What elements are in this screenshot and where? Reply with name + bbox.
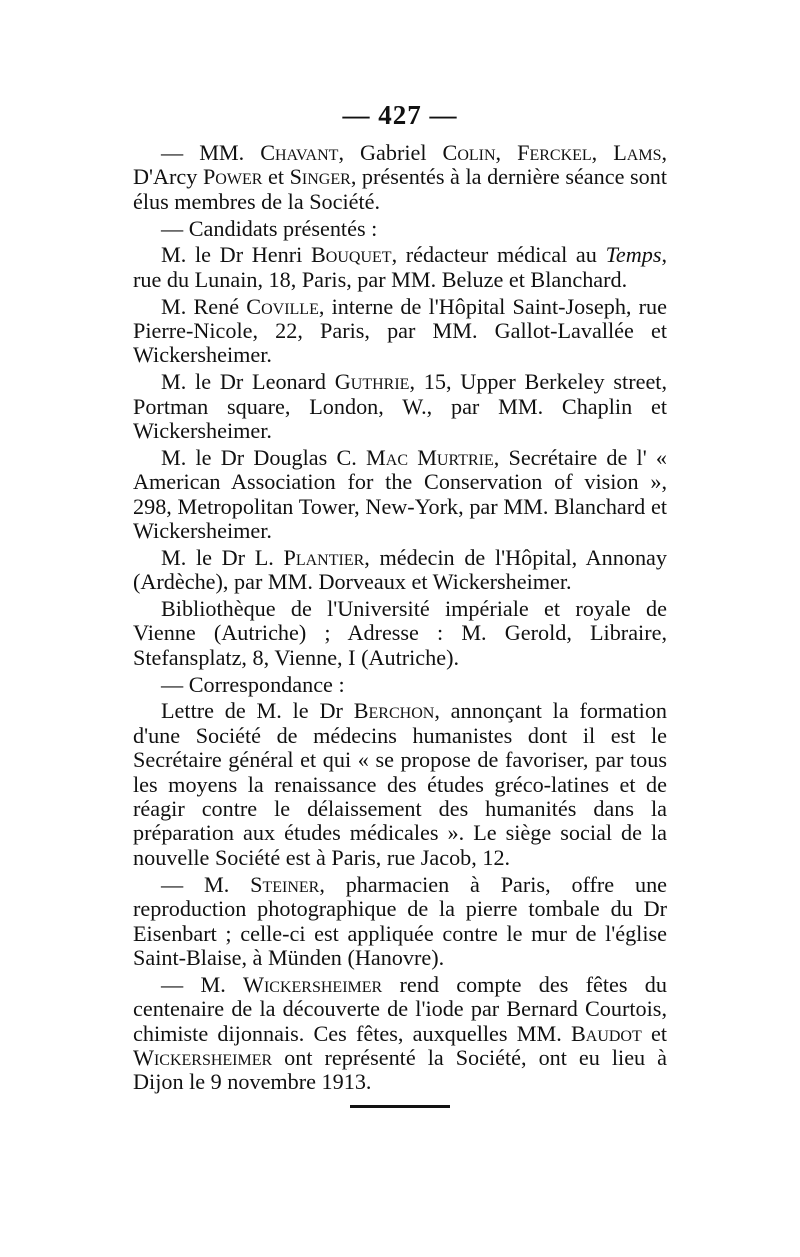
text-segment: M. le Dr Leonard — [161, 369, 335, 395]
proper-name: Wickersheimer — [133, 1044, 273, 1070]
text-segment: et — [262, 164, 290, 190]
paragraph — [133, 370, 667, 443]
paragraph — [133, 295, 667, 368]
text-segment: , — [495, 140, 518, 165]
text-segment: M. le Dr L. — [161, 544, 284, 570]
paragraph — [133, 973, 667, 1095]
paragraph — [133, 141, 667, 214]
text-segment: , rue du Lunain, 18, Paris, par MM. Beluze et Blanchard. — [133, 242, 668, 292]
paragraph — [133, 597, 667, 670]
text-segment: , 15, Upper Berkeley street, Portman square, London, W., par MM. Chaplin et Wickersheimer. — [133, 369, 667, 444]
text-segment: et — [641, 1020, 667, 1046]
proper-name: Lams — [613, 140, 662, 165]
text-segment: — MM. — [161, 140, 261, 165]
text-segment: , interne de l'Hôpital Saint-Joseph, rue Pierre-Nicole, 22, Paris, par MM. Gallot-Lavallée et Wickersheimer. — [133, 293, 667, 368]
paragraph — [133, 699, 667, 870]
text-segment: , pharmacien à Paris, offre une reproduction photographique de la pierre tombale du Dr Eisenbart ; celle-ci est appliquée contre le mur de l'église Saint-Blaise, à Münden (Hanovre). — [133, 871, 668, 970]
text-segment: M. le Dr Henri — [161, 242, 311, 268]
paragraph — [133, 673, 667, 697]
end-rule — [350, 1105, 450, 1108]
text-segment: M. le Dr Douglas C. — [161, 444, 367, 470]
text-segment: — Candidats présentés : — [161, 215, 378, 241]
text-segment: rend compte des fêtes du centenaire de la découverte de l'iode par Bernard Courtois, chimiste dijonnais. Ces fêtes, auxquelles MM. — [133, 971, 667, 1046]
proper-name: Guthrie — [334, 369, 410, 395]
proper-name: Wickersheimer — [243, 971, 383, 997]
text-segment: , présentés à la dernière séance sont élus membres de la Société. — [133, 164, 667, 214]
text-segment: — Correspondance : — [161, 671, 345, 697]
proper-name: Plantier — [283, 544, 365, 570]
text-segment: Bibliothèque de l'Université impériale et royale de Vienne (Autriche) ; Adresse : M. Gerold, Libraire, Stefansplatz, 8, Vienne, I (Autriche). — [133, 596, 667, 670]
proper-name: Singer — [289, 164, 351, 190]
page-number: — 427 — — [342, 100, 458, 130]
proper-name: Mac Murtrie — [366, 444, 494, 470]
paragraph — [133, 546, 667, 595]
text-segment: , annonçant la formation d'une Société de médecins humanistes dont il est le Secrétaire général et qui « se propose de favoriser, par tous les moyens la renaissance des études gréco-latines et de réagir contre le délaissement des humanités dans la préparation aux études médicales ». Le siège social de la nouvelle Société est à Paris, rue Jacob, 12. — [133, 698, 668, 870]
proper-name: Ferckel — [517, 140, 592, 165]
proper-name: Chavant — [260, 140, 339, 165]
proper-name: Colin — [442, 140, 496, 165]
text-segment: , médecin de l'Hôpital, Annonay (Ardèche), par MM. Dorveaux et Wickersheimer. — [133, 544, 667, 595]
text-segment: , Secrétaire de l' « American Association for the Conservation of vision », 298, Metropolitan Tower, New-York, par MM. Blanchard et Wickersheimer. — [133, 444, 667, 544]
text-segment: , rédacteur médical au — [391, 242, 606, 268]
proper-name: Power — [202, 164, 263, 190]
text-segment: , Gabriel — [338, 140, 443, 165]
text-segment: , D'Arcy — [133, 140, 668, 190]
text-segment: — M. — [161, 971, 244, 997]
text-segment: — M. — [161, 871, 251, 897]
proper-name: Coville — [246, 293, 319, 319]
paragraph — [133, 243, 667, 292]
proper-name: Baudot — [570, 1020, 642, 1046]
proper-name: Bouquet — [310, 242, 392, 268]
text-segment: Lettre de M. le Dr — [161, 698, 354, 724]
text-segment: M. René — [161, 293, 247, 319]
italic-text: Temps — [605, 242, 662, 268]
paragraph — [133, 217, 667, 241]
text-segment: , — [591, 140, 614, 165]
document-page — [133, 100, 667, 1108]
paragraph — [133, 446, 667, 544]
body-text — [133, 141, 667, 1095]
text-segment: ont représenté la Société, ont eu lieu à Dijon le 9 novembre 1913. — [133, 1044, 667, 1095]
paragraph — [133, 873, 667, 971]
proper-name: Steiner — [250, 871, 320, 897]
proper-name: Berchon — [353, 698, 435, 724]
